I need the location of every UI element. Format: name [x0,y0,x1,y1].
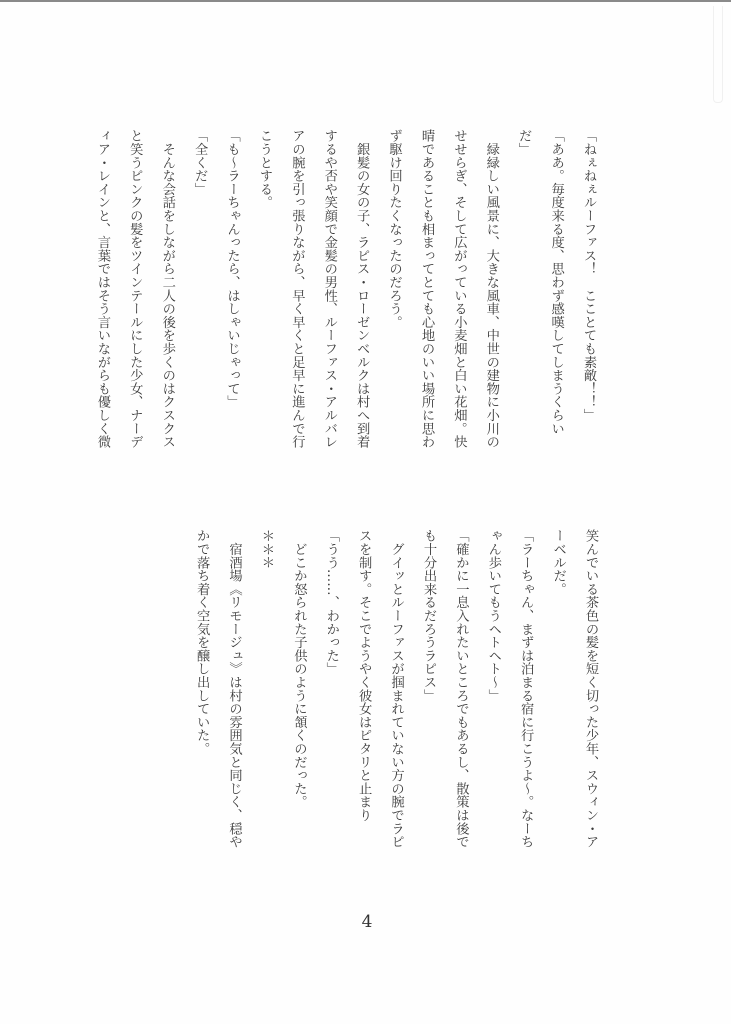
text-line: と笑うピンクの髪をツインテールにした少女、ナーデ [127,129,143,449]
text-block-bottom [185,529,606,889]
text-line: だ」 [516,129,532,156]
text-line: 「ねぇねぇルーファス！ こことても素敵！！」 [581,129,596,422]
text-line: どこか怒られた子供のように頷くのだった。 [291,529,307,809]
text-line: グイッとルーファスが掴まれていない方の腕でラピ [388,529,404,849]
page-number: 4 [361,912,373,932]
text-line: ず駆け回りたくなったのだろう。 [386,129,402,329]
text-line: ゃん歩いてもうヘトヘト～」 [485,529,501,702]
text-line: 「確かに一息入れたいところでもあるし、散策は後で [453,529,469,849]
text-line: 宿酒場《リモージュ》は村の雰囲気と同じく、穏や [226,529,242,849]
text-line: そんな会話をしながら二人の後を歩くのはクスクス [159,129,175,449]
text-line: ィア・レインと、言葉ではそう言いながらも優しく微 [94,129,110,449]
text-line: かで落ち着く空気を醸し出していた。 [194,529,210,756]
text-line: 「ああ。毎度来る度、思わず感嘆してしまうくらい [548,129,564,435]
text-line: 銀髪の女の子、ラピス・ローゼンベルクは村へ到着 [354,129,370,449]
text-line: せせらぎ、そして広がっている小麦畑と白い花畑。快 [451,129,467,449]
text-line: スを制す。そこでようやく彼女はピタリと止まり [356,529,372,822]
text-line: するや否や笑顔で金髪の男性、ルーファス・アルバレ [321,129,337,449]
text-line: 笑んでいる茶色の髪を短く切った少年、スウィン・ア [583,529,598,849]
page-top-border [0,0,731,2]
text-line: 「全くだ」 [192,129,208,196]
text-block-top [86,129,605,489]
scene-break: ＊＊＊ [258,529,274,569]
text-line: ーベルだ。 [550,529,566,596]
text-line: 緑緑しい風景に、大きな風車、中世の建物に小川の [483,129,499,449]
text-line: 「うう……、わかった」 [323,529,339,676]
text-line: 晴であることも相まってとても心地のいい場所に思わ [418,129,434,449]
page-edge-mark [713,6,723,103]
text-line: アの腕を引っ張りながら、早く早くと足早に進んで行 [289,129,305,449]
text-line: も十分出来るだろうラピス」 [420,529,436,702]
text-line: 「ラーちゃん、まずは泊まる宿に行こうよ～。なーち [518,529,534,849]
text-line: こうとする。 [256,129,272,209]
text-line: 「も～ラーちゃんったら、はしゃいじゃって」 [224,129,240,409]
